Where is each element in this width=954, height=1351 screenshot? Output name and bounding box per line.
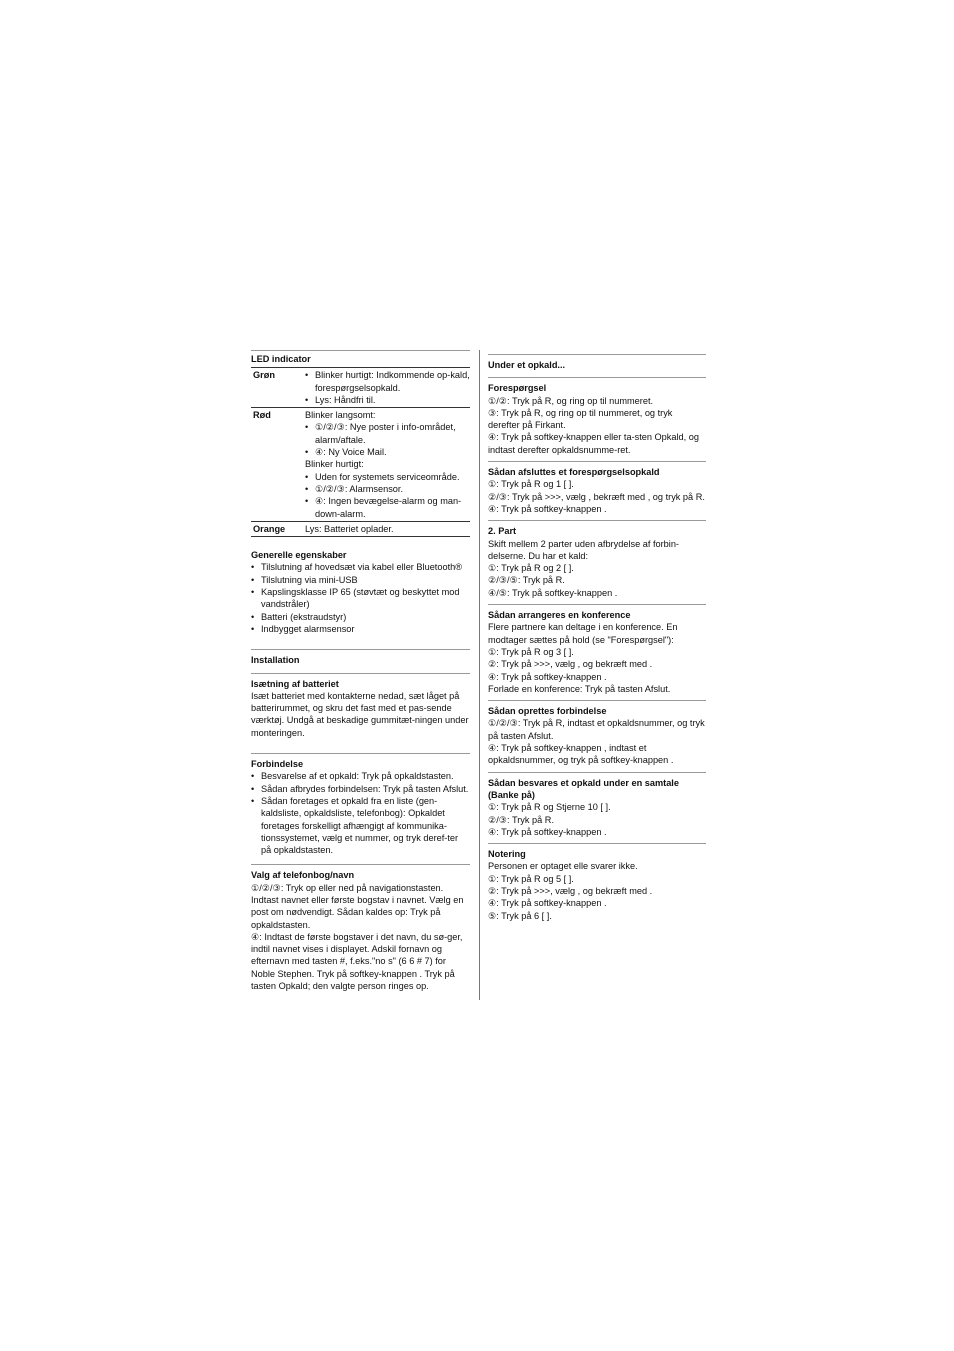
- section-line: ②/③/⑤: Tryk på R.: [488, 575, 565, 586]
- led-description: [303, 408, 470, 522]
- call-section: [488, 843, 706, 922]
- call-section: [488, 461, 706, 515]
- section-line: ⑤: Tryk på 6 [ ].: [488, 910, 552, 921]
- call-section: [488, 604, 706, 695]
- section-line: ①/②: Tryk på R, og ring op til nummeret.: [488, 395, 654, 406]
- left-column: [251, 350, 470, 992]
- call-section: [488, 700, 706, 766]
- column-divider: [479, 350, 480, 1000]
- section-line: ④/⑤: Tryk på softkey-knappen .: [488, 587, 618, 598]
- general-item: • Kapslingsklasse IP 65 (støvtæt og beskyttet mod vandstråler): [251, 586, 470, 611]
- connection-item: • Besvarelse af et opkald: Tryk på opkaldstasten.: [251, 770, 470, 782]
- phonebook-text-1: ①/②/③: Tryk op eller ned på navigationstasten. Indtast navnet eller første bogstav i navnet. Vælg en post om nødvendigt. Sådan kaldes op: Tryk på opkaldstasten.: [251, 882, 464, 930]
- section-line: ④: Tryk på softkey-knappen .: [488, 826, 607, 837]
- battery-text: Isæt batteriet med kontakterne nedad, sæt låget på batterirummet, og skru det fast med et pas-sende værktøj. Undgå at beskadige gummitæt-ningen under monteringen.: [251, 690, 469, 738]
- section-line: ②/③: Tryk på R.: [488, 814, 554, 825]
- section-line: Flere partnere kan deltage i en konference. En modtager sættes på hold (se "Forespørgsel"):: [488, 622, 678, 645]
- general-item: • Tilslutning af hovedsæt via kabel eller Bluetooth®: [251, 561, 470, 573]
- battery-heading: Isætning af batteriet: [251, 678, 339, 689]
- section-line: ③: Tryk på R, og ring op til nummeret, og tryk derefter på Firkant.: [488, 407, 673, 431]
- section-line: ④: Tryk på softkey-knappen eller ta-sten Opkald, og indtast derefter opkaldsnumme-ret.: [488, 432, 699, 455]
- led-description: [303, 521, 470, 536]
- installation-heading: Installation: [251, 655, 300, 666]
- led-color: Grøn: [251, 368, 303, 408]
- section-line: Forlade en konference: Tryk på tasten Afslut.: [488, 683, 671, 694]
- section-title: Sådan besvares et opkald under en samtale (Banke på): [488, 777, 679, 800]
- section-title: Notering: [488, 849, 526, 860]
- section-title: Sådan afsluttes et forespørgselsopkald: [488, 467, 660, 478]
- section-line: ②: Tryk på >>>, vælg , og bekræft med .: [488, 885, 653, 896]
- led-heading: LED indicator: [251, 354, 311, 364]
- phonebook-text-2: ④: Indtast de første bogstaver i det navn, du sø-ger, indtil navnet vises i displayet. Adskil fornavn og efternavn med tasten #, f.eks."no s" (6 6 # 7) for Noble Stephen. Tryk på softkey-knappen . Tryk på tasten Opkald; den valgte person ringes op.: [251, 931, 463, 992]
- connection-item: • Sådan foretages et opkald fra en liste (gen-kaldsliste, opkaldsliste, telefonbog): Opkaldet foretages forskelligt afhængigt af kommunika-tionssystemet, vælg et nummer, og tryk deref-ter på opkaldstasten.: [251, 795, 470, 856]
- section-line: ①: Tryk på R og 2 [ ].: [488, 563, 574, 574]
- general-list: [251, 561, 470, 635]
- led-bullet: • ①/②/③: Alarmsensor.: [305, 483, 470, 495]
- led-bullet: • ①/②/③: Nye poster i info-området, alarm/aftale.: [305, 421, 470, 446]
- section-line: ①: Tryk på R og 1 [ ].: [488, 479, 574, 490]
- led-table: [251, 367, 470, 537]
- led-bullet: • Blinker hurtigt: Indkommende op-kald, forespørgselsopkald.: [305, 369, 470, 394]
- section-line: ④: Tryk på softkey-knappen , indtast et opkaldsnummer, og tryk på softkey-knappen .: [488, 743, 674, 766]
- led-row: [251, 521, 470, 536]
- section-line: ①: Tryk på R og Stjerne 10 [ ].: [488, 802, 611, 813]
- general-item: • Tilslutning via mini-USB: [251, 574, 470, 586]
- call-section: [488, 377, 706, 456]
- led-text: Lys: Batteriet oplader.: [305, 523, 394, 534]
- led-row: [251, 408, 470, 522]
- top-rule: [488, 354, 706, 355]
- led-color: Rød: [251, 408, 303, 522]
- section-line: ①: Tryk på R og 5 [ ].: [488, 873, 574, 884]
- section-line: Personen er optaget elle svarer ikke.: [488, 861, 638, 872]
- call-section: [488, 520, 706, 599]
- led-text: Blinker hurtigt:: [305, 459, 364, 470]
- right-sections: [488, 377, 706, 922]
- general-item: • Indbygget alarmsensor: [251, 623, 470, 635]
- section-line: ②: Tryk på >>>, vælg , og bekræft med .: [488, 659, 653, 670]
- section-line: ④: Tryk på softkey-knappen .: [488, 898, 607, 909]
- section-title: Sådan arrangeres en konference: [488, 610, 631, 621]
- led-bullet: • Uden for systemets serviceområde.: [305, 471, 470, 483]
- general-heading: Generelle egenskaber: [251, 550, 347, 561]
- led-row: [251, 368, 470, 408]
- section-title: 2. Part: [488, 526, 517, 537]
- section-line: ④: Tryk på softkey-knappen .: [488, 503, 607, 514]
- connection-heading: Forbindelse: [251, 759, 304, 770]
- led-bullet: • ④: Ingen bevægelse-alarm og man-down-alarm.: [305, 495, 470, 520]
- led-description: [303, 368, 470, 408]
- section-title: Forespørgsel: [488, 383, 547, 394]
- general-item: • Batteri (ekstraudstyr): [251, 611, 470, 623]
- section-line: ②/③: Tryk på >>>, vælg , bekræft med , og tryk på R.: [488, 491, 705, 502]
- section-line: ①/②/③: Tryk på R, indtast et opkaldsnummer, og tryk på tasten Afslut.: [488, 718, 705, 741]
- led-text: Blinker langsomt:: [305, 410, 376, 421]
- section-line: Skift mellem 2 parter uden afbrydelse af forbin-delserne. Du har et kald:: [488, 538, 679, 561]
- led-color: Orange: [251, 521, 303, 536]
- connection-list: [251, 770, 470, 856]
- section-line: ④: Tryk på softkey-knappen .: [488, 671, 607, 682]
- led-bullet: • Lys: Håndfri til.: [305, 394, 470, 406]
- right-column: [488, 350, 706, 922]
- top-rule: [251, 350, 470, 351]
- section-title: Sådan oprettes forbindelse: [488, 706, 607, 717]
- section-line: ①: Tryk på R og 3 [ ].: [488, 646, 574, 657]
- led-bullet: • ④: Ny Voice Mail.: [305, 446, 470, 458]
- phonebook-heading: Valg af telefonbog/navn: [251, 870, 355, 881]
- call-heading: Under et opkald...: [488, 360, 566, 370]
- connection-item: • Sådan afbrydes forbindelsen: Tryk på tasten Afslut.: [251, 783, 470, 795]
- call-section: [488, 772, 706, 838]
